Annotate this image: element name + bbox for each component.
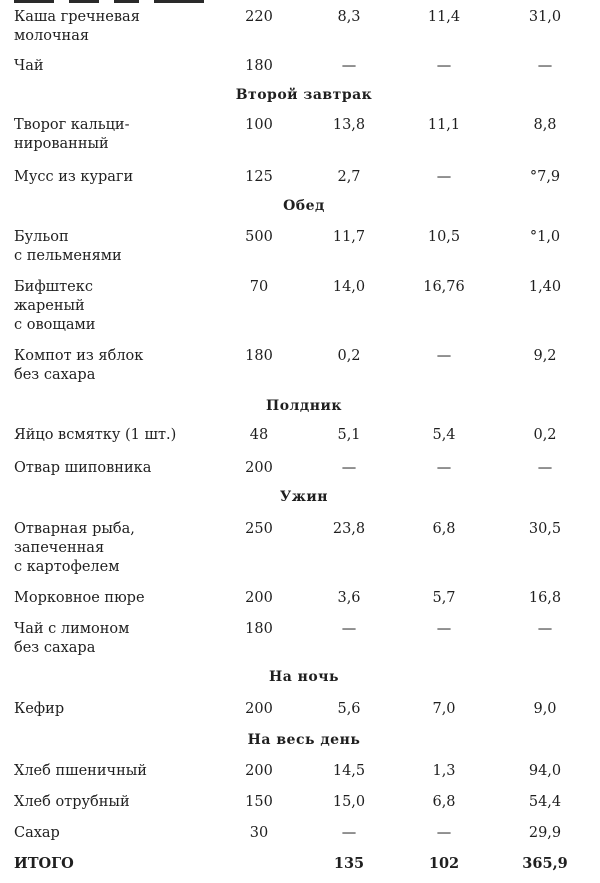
dish-name: Хлеб пшеничный [14, 763, 147, 779]
carbs-cell: 29,9 [528, 825, 562, 841]
fat-cell: — [436, 348, 452, 364]
protein-cell: — [341, 460, 357, 476]
protein-cell: 11,7 [332, 229, 366, 245]
section-heading: На весь день [247, 732, 361, 748]
protein-cell: 0,2 [337, 348, 361, 364]
amount-cell: 180 [245, 621, 273, 637]
carbs-cell: — [537, 460, 553, 476]
amount-cell: 200 [245, 701, 273, 717]
protein-cell: — [341, 621, 357, 637]
amount-cell: 250 [245, 521, 273, 537]
total-fat: 102 [428, 855, 460, 872]
total-label: ИТОГО [14, 855, 74, 872]
carbs-cell: 9,0 [533, 701, 557, 717]
carbs-cell: 54,4 [528, 794, 562, 810]
amount-cell: 70 [249, 279, 269, 295]
fat-cell: 11,4 [427, 9, 461, 25]
carbs-cell: 0,2 [533, 427, 557, 443]
carbs-cell: 16,8 [528, 590, 562, 606]
fat-cell: 1,3 [432, 763, 456, 779]
protein-cell: 5,6 [337, 701, 361, 717]
carbs-cell: — [537, 621, 553, 637]
dish-name: Кефир [14, 701, 65, 717]
carbs-cell: 8,8 [533, 117, 557, 133]
amount-cell: 125 [245, 169, 273, 185]
protein-cell: 8,3 [337, 9, 361, 25]
fat-cell: — [436, 621, 452, 637]
carbs-cell: 94,0 [528, 763, 562, 779]
dish-name: Яйцо всмятку (1 шт.) [14, 427, 177, 443]
protein-cell: 13,8 [332, 117, 366, 133]
fat-cell: 7,0 [432, 701, 456, 717]
fat-cell: — [436, 460, 452, 476]
amount-cell: 200 [245, 460, 273, 476]
dish-name: Бульоп с пельменями [14, 229, 122, 264]
amount-cell: 200 [245, 763, 273, 779]
amount-cell: 30 [249, 825, 269, 841]
fat-cell: 5,4 [432, 427, 456, 443]
dish-name: Каша гречневая молочная [14, 9, 140, 44]
dish-name: Отвар шиповника [14, 460, 152, 476]
dish-name: Творог кальци- нированный [14, 117, 130, 152]
carbs-cell: 1,40 [528, 279, 562, 295]
dish-name: Мусс из кураги [14, 169, 134, 185]
protein-cell: — [341, 825, 357, 841]
amount-cell: 150 [245, 794, 273, 810]
amount-cell: 500 [245, 229, 273, 245]
fat-cell: — [436, 58, 452, 74]
total-carbs: 365,9 [522, 855, 568, 872]
protein-cell: 14,0 [332, 279, 366, 295]
dish-name: Чай с лимоном без сахара [14, 621, 130, 656]
carbs-cell: °7,9 [529, 169, 561, 185]
protein-cell: 15,0 [332, 794, 366, 810]
amount-cell: 220 [245, 9, 273, 25]
amount-cell: 200 [245, 590, 273, 606]
top-edge-marks [14, 0, 244, 4]
section-heading: Полдник [265, 398, 342, 414]
amount-cell: 48 [249, 427, 269, 443]
amount-cell: 180 [245, 58, 273, 74]
fat-cell: 11,1 [427, 117, 461, 133]
dish-name: Морковное пюре [14, 590, 145, 606]
dish-name: Компот из яблок без сахара [14, 348, 144, 383]
fat-cell: 16,76 [423, 279, 465, 295]
carbs-cell: °1,0 [529, 229, 561, 245]
carbs-cell: 9,2 [533, 348, 557, 364]
dish-name: Сахар [14, 825, 60, 841]
protein-cell: 23,8 [332, 521, 366, 537]
fat-cell: 5,7 [432, 590, 456, 606]
protein-cell: 2,7 [337, 169, 361, 185]
protein-cell: — [341, 58, 357, 74]
protein-cell: 3,6 [337, 590, 361, 606]
carbs-cell: — [537, 58, 553, 74]
section-heading: Обед [283, 198, 325, 214]
amount-cell: 100 [245, 117, 273, 133]
dish-name: Чай [14, 58, 44, 74]
section-heading: Ужин [279, 489, 329, 505]
total-protein: 135 [333, 855, 365, 872]
dish-name: Хлеб отрубный [14, 794, 130, 810]
section-heading: Второй завтрак [235, 87, 373, 103]
dish-name: Бифштекс жареный с овощами [14, 279, 96, 333]
amount-cell: 180 [245, 348, 273, 364]
fat-cell: — [436, 825, 452, 841]
fat-cell: 10,5 [427, 229, 461, 245]
protein-cell: 5,1 [337, 427, 361, 443]
carbs-cell: 30,5 [528, 521, 562, 537]
section-heading: На ночь [268, 669, 339, 685]
fat-cell: 6,8 [432, 521, 456, 537]
fat-cell: — [436, 169, 452, 185]
fat-cell: 6,8 [432, 794, 456, 810]
dish-name: Отварная рыба, запеченная с картофелем [14, 521, 135, 575]
carbs-cell: 31,0 [528, 9, 562, 25]
protein-cell: 14,5 [332, 763, 366, 779]
